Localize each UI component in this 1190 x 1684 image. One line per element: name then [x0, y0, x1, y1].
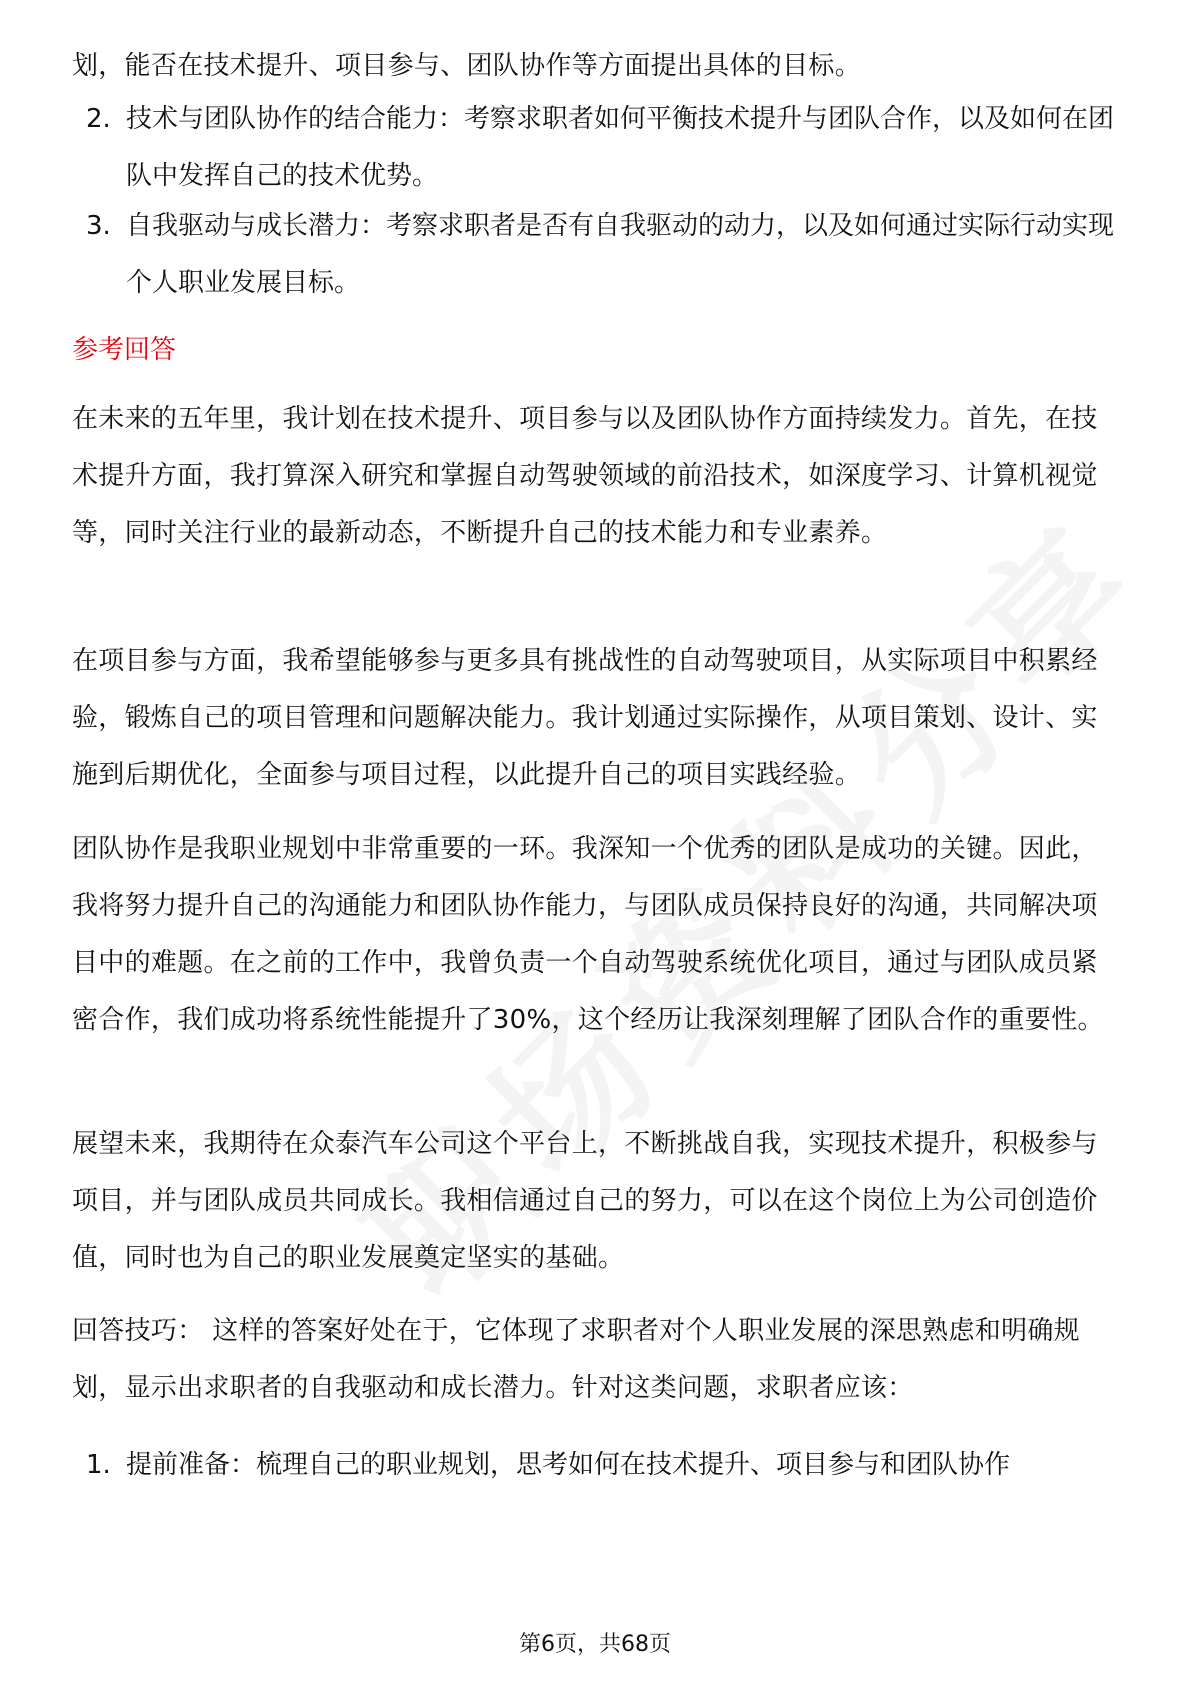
- list-item-text: 技术与团队协作的结合能力：考察求职者如何平衡技术提升与团队合作，以及如何在团队中发挥自己的技术优势。: [126, 104, 1115, 191]
- list-number: 3.: [86, 211, 111, 241]
- tips-paragraph: 回答技巧： 这样的答案好处在于，它体现了求职者对个人职业发展的深思熟虑和明确规划，显示出求职者的自我驱动和成长潜力。针对这类问题，求职者应该：: [72, 1316, 1080, 1403]
- paragraph: 在未来的五年里，我计划在技术提升、项目参与以及团队协作方面持续发力。首先，在技术提升方面，我打算深入研究和掌握自动驾驶领域的前沿技术，如深度学习、计算机视觉等，同时关注行业的最新动态，不断提升自己的技术能力和专业素养。: [72, 404, 1098, 548]
- list-item: [72, 91, 1118, 205]
- list-item-text: 提前准备：梳理自己的职业规划，思考如何在技术提升、项目参与和团队协作: [126, 1450, 1011, 1480]
- paragraph: 在项目参与方面，我希望能够参与更多具有挑战性的自动驾驶项目，从实际项目中积累经验，锻炼自己的项目管理和问题解决能力。我计划通过实际操作，从项目策划、设计、实施到后期优化，全面参与项目过程，以此提升自己的项目实践经验。: [72, 646, 1098, 790]
- list-number: 2.: [86, 104, 111, 134]
- page-number-footer: 第6页，共68页: [519, 1632, 671, 1657]
- list-item: [72, 1437, 1118, 1494]
- section-heading: 参考回答: [72, 335, 177, 365]
- list-continuation-line: 划，能否在技术提升、项目参与、团队协作等方面提出具体的目标。: [72, 51, 862, 81]
- list-number: 1.: [86, 1450, 111, 1480]
- paragraph: 展望未来，我期待在众泰汽车公司这个平台上，不断挑战自我，实现技术提升，积极参与项目，并与团队成员共同成长。我相信通过自己的努力，可以在这个岗位上为公司创造价值，同时也为自己的职业发展奠定坚实的基础。: [72, 1129, 1098, 1273]
- paragraph: 团队协作是我职业规划中非常重要的一环。我深知一个优秀的团队是成功的关键。因此，我将努力提升自己的沟通能力和团队协作能力，与团队成员保持良好的沟通，共同解决项目中的难题。在之前的工作中，我曾负责一个自动驾驶系统优化项目，通过与团队成员紧密合作，我们成功将系统性能提升了30%，这个经历让我深刻理解了团队合作的重要性。: [72, 834, 1104, 1035]
- list-item: [72, 198, 1118, 312]
- list-item-text: 自我驱动与成长潜力：考察求职者是否有自我驱动的动力，以及如何通过实际行动实现个人职业发展目标。: [126, 211, 1115, 298]
